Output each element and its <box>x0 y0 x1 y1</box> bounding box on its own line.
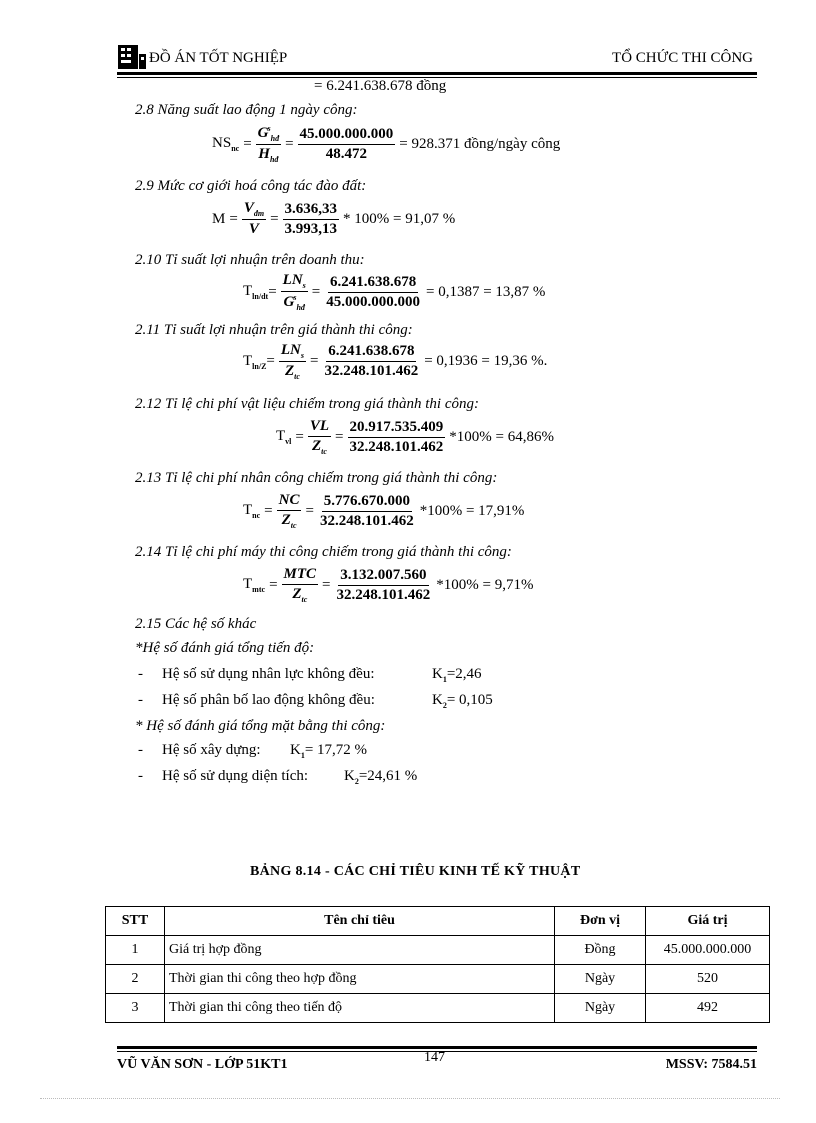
result: *100% = 17,91% <box>419 502 525 519</box>
formula-2-11: $T_{ln/Z}$ = $\frac{LN_s}{Z_{tc}}$ = $\frac{6.241.638.678}{32.248.101.462}$ = 0,1936 = 19,36 %. <box>243 342 548 381</box>
list-item: - Hệ số sử dụng diện tích: $K_2=24,61$ % <box>138 768 418 786</box>
cell-name: Thời gian thi công theo hợp đồng <box>165 965 555 994</box>
school-logo-icon <box>117 44 147 70</box>
page-header <box>117 42 757 72</box>
cell-unit: Đồng <box>555 936 646 965</box>
cell-unit: Ngày <box>555 965 646 994</box>
result: = 928.371 đồng/ngày công <box>399 135 561 152</box>
numeric-fraction: $\frac{6.241.638.678}{32.248.101.462}$ <box>324 343 419 379</box>
formula-2-13: $T_{nc}$ = $\frac{NC}{Z_{tc}}$ = $\frac{5.776.670.000}{32.248.101.462}$ *100% = 17,91% <box>243 492 525 530</box>
table-header-row <box>106 907 770 936</box>
section-2-8-title: 2.8 Năng suất lao động 1 ngày công: <box>135 102 358 118</box>
lhs: $NS_{nc}$ <box>212 135 240 153</box>
section-2-14-title: 2.14 Tỉ lệ chi phí máy thi công chiếm trong giá thành thi công: <box>135 544 512 560</box>
section-2-10-title: 2.10 Tỉ suất lợi nhuận trên doanh thu: <box>135 252 365 268</box>
result: = 0,1387 = 13,87 % <box>426 283 546 300</box>
symbolic-fraction: $\frac{VL}{Z_{tc}}$ <box>309 418 330 456</box>
footer-rule <box>117 1046 757 1049</box>
table-caption: BẢNG 8.14 - CÁC CHỈ TIÊU KINH TẾ KỸ THUẬT <box>250 864 581 879</box>
formula-2-12: $T_{vl}$ = $\frac{VL}{Z_{tc}}$ = $\frac{20.917.535.409}{32.248.101.462}$ *100% = 64,86% <box>276 418 554 456</box>
formula-2-8: $NS_{nc}$ = $\frac{G^s_{hđ}}{H_{hđ}}$ = $\frac{45.000.000.000}{48.472}$ = 928.371 đồng/ngày công <box>212 124 561 164</box>
list-item: - Hệ số phân bố lao động không đều: $K_2= 0,105$ <box>138 692 493 710</box>
section-2-13-title: 2.13 Tỉ lệ chi phí nhân công chiếm trong giá thành thi công: <box>135 470 498 486</box>
numeric-fraction: $\frac{5.776.670.000}{32.248.101.462}$ <box>319 492 414 529</box>
symbolic-fraction: $\frac{\text{MTC}}{Z_{tc}}$ <box>283 566 317 604</box>
lhs: $T_{vl}$ <box>276 428 292 446</box>
numeric-fraction: $\frac{3.132.007.560}{32.248.101.462}$ <box>336 566 431 603</box>
indicators-table <box>105 906 770 1023</box>
result: * 100% = 91,07 % <box>343 210 456 227</box>
col-unit: Đơn vị <box>555 907 646 936</box>
result: = 0,1936 = 19,36 %. <box>424 353 548 369</box>
symbolic-fraction: $\frac{V_{đm}}{V}$ <box>243 200 265 237</box>
cell-unit: Ngày <box>555 994 646 1023</box>
lhs: $T_{ln/dt}$ <box>243 283 269 301</box>
subheading-site-plan: * Hệ số đánh giá tổng mặt bằng thi công: <box>135 718 386 734</box>
footer-author: VŨ VĂN SƠN - LỚP 51KT1 <box>117 1057 288 1072</box>
cell-stt: 3 <box>106 994 165 1023</box>
footer-student-id: MSSV: 7584.51 <box>665 1057 757 1072</box>
cell-value: 520 <box>646 965 770 994</box>
list-item: - Hệ số xây dựng: $K_1= 17,72$ % <box>138 742 368 760</box>
numeric-fraction: $\frac{3.636,33}{3.993,13}$ <box>284 200 338 237</box>
col-value: Giá trị <box>646 907 770 936</box>
symbolic-fraction: $\frac{LN_s}{G^s_{hđ}}$ <box>282 272 306 312</box>
table-row <box>106 936 770 965</box>
result: *100% = 9,71% <box>436 576 534 593</box>
page-number: 147 <box>424 1050 445 1065</box>
formula-2-10: $T_{ln/dt}$ = $\frac{LN_s}{G^s_{hđ}}$ = $\frac{6.241.638.678}{45.000.000.000}$ = 0,1387 = 13,87 % <box>243 272 546 312</box>
lhs: $T_{nc}$ <box>243 502 261 520</box>
table-row <box>106 994 770 1023</box>
header-right-title: TỔ CHỨC THI CÔNG <box>612 50 753 66</box>
result: *100% = 64,86% <box>449 428 554 445</box>
section-2-9-title: 2.9 Mức cơ giới hoá công tác đào đất: <box>135 178 367 194</box>
numeric-fraction: $\frac{20.917.535.409}{32.248.101.462}$ <box>349 418 444 455</box>
cell-name: Thời gian thi công theo tiến độ <box>165 994 555 1023</box>
col-stt: STT <box>106 907 165 936</box>
formula-2-9: M = $\frac{V_{đm}}{V}$ = $\frac{3.636,33}{3.993,13}$ * 100% = 91,07 % <box>212 200 456 237</box>
cell-name: Giá trị hợp đồng <box>165 936 555 965</box>
lhs: $T_{ln/Z}$ <box>243 352 267 371</box>
cell-value: 492 <box>646 994 770 1023</box>
header-rule <box>117 72 757 75</box>
numeric-fraction: $\frac{45.000.000.000}{48.472}$ <box>299 125 394 162</box>
table-row <box>106 965 770 994</box>
cell-value: 45.000.000.000 <box>646 936 770 965</box>
page-bottom-border <box>40 1098 780 1099</box>
carryover-line: = 6.241.638.678 đồng <box>314 78 447 94</box>
section-2-12-title: 2.12 Tỉ lệ chi phí vật liệu chiếm trong giá thành thi công: <box>135 396 479 412</box>
formula-2-14: $T_{mtc}$ = $\frac{\text{MTC}}{Z_{tc}}$ = $\frac{3.132.007.560}{32.248.101.462}$ *100% = 9,71% <box>243 566 534 604</box>
symbolic-fraction: $\frac{NC}{Z_{tc}}$ <box>278 492 300 530</box>
section-2-15-title: 2.15 Các hệ số khác <box>135 616 257 632</box>
symbolic-fraction: $\frac{G^s_{hđ}}{H_{hđ}}$ <box>257 124 280 164</box>
cell-stt: 1 <box>106 936 165 965</box>
subheading-progress: *Hệ số đánh giá tổng tiến độ: <box>135 640 315 656</box>
col-name: Tên chỉ tiêu <box>165 907 555 936</box>
numeric-fraction: $\frac{6.241.638.678}{45.000.000.000}$ <box>326 273 420 310</box>
lhs: M <box>212 210 226 227</box>
section-2-11-title: 2.11 Tỉ suất lợi nhuận trên giá thành thi công: <box>135 322 413 338</box>
list-item: - Hệ số sử dụng nhân lực không đều: $K_1=2,46$ <box>138 666 482 684</box>
symbolic-fraction: $\frac{LN_s}{Z_{tc}}$ <box>280 342 304 381</box>
lhs: $T_{mtc}$ <box>243 576 266 594</box>
cell-stt: 2 <box>106 965 165 994</box>
header-left-title: ĐỒ ÁN TỐT NGHIỆP <box>149 50 288 66</box>
